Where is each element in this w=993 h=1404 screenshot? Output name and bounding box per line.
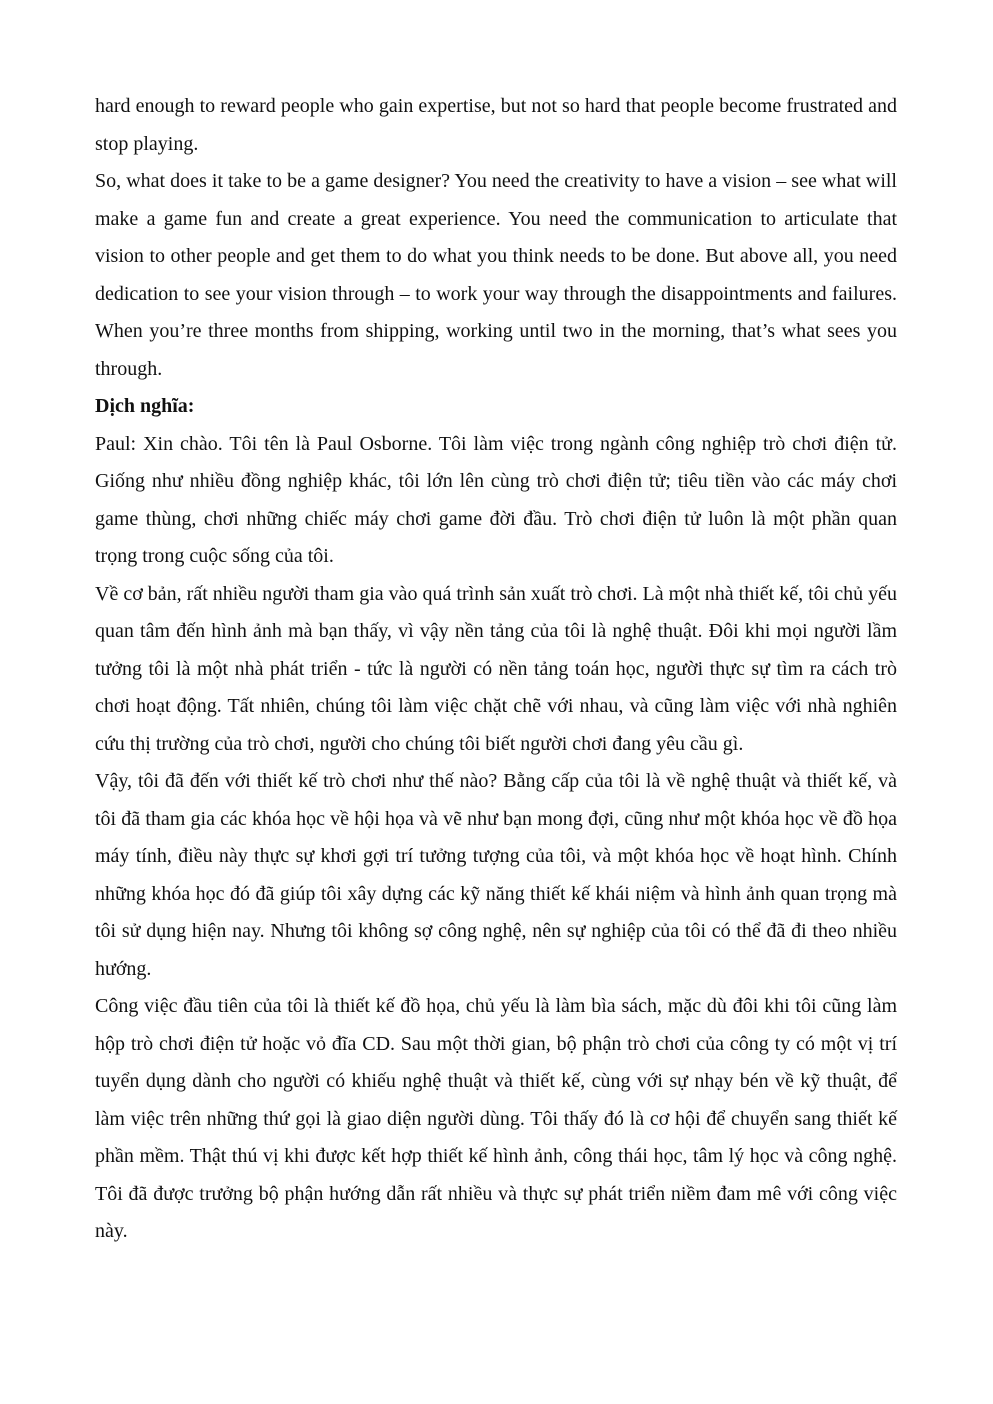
- translation-paragraph-2: Về cơ bản, rất nhiều người tham gia vào quá trình sản xuất trò chơi. Là một nhà thiết kế, tôi chủ yếu quan tâm đến hình ảnh mà bạn thấy, vì vậy nền tảng của tôi là nghệ thuật. Đôi khi mọi người lầm tưởng tôi là một nhà phát triển - tức là người có nền tảng toán học, người thực sự tìm ra cách trò chơi hoạt động. Tất nhiên, chúng tôi làm việc chặt chẽ với nhau, và cũng làm việc với nhà nghiên cứu thị trường của trò chơi, người cho chúng tôi biết người chơi đang yêu cầu gì.: [95, 582, 897, 755]
- translation-paragraph-3: Vậy, tôi đã đến với thiết kế trò chơi như thế nào? Bằng cấp của tôi là về nghệ thuật và thiết kế, và tôi đã tham gia các khóa học về hội họa và vẽ như bạn mong đợi, cũng như một khóa học về đồ họa máy tính, điều này thực sự khơi gợi trí tưởng tượng của tôi, và một khóa học về hoạt hình. Chính những khóa học đó đã giúp tôi xây dựng các kỹ năng thiết kế khái niệm và hình ảnh quan trọng mà tôi sử dụng hiện nay. Nhưng tôi không sợ công nghệ, nên sự nghiệp của tôi có thể đã đi theo nhiều hướng.: [95, 770, 897, 980]
- translation-heading: Dịch nghĩa:: [95, 395, 195, 417]
- translation-paragraph-1: Paul: Xin chào. Tôi tên là Paul Osborne. Tôi làm việc trong ngành công nghiệp trò chơi điện tử. Giống như nhiều đồng nghiệp khác, tôi lớn lên cùng trò chơi điện tử; tiêu tiền vào các máy chơi game thùng, chơi những chiếc máy chơi game đời đầu. Trò chơi điện tử luôn là một phần quan trọng trong cuộc sống của tôi.: [95, 432, 897, 567]
- english-paragraph-2: So, what does it take to be a game designer? You need the creativity to have a vision – see what will make a game fun and create a great experience. You need the communication to articulate that vision to other people and get them to do what you think needs to be done. But above all, you need dedication to see your vision through – to work your way through the disappointments and failures. When you’re three months from shipping, working until two in the morning, that’s what sees you through.: [95, 170, 897, 380]
- document-page: [95, 88, 897, 1251]
- english-paragraph-1: hard enough to reward people who gain expertise, but not so hard that people become frustrated and stop playing.: [95, 95, 897, 155]
- translation-paragraph-4: Công việc đầu tiên của tôi là thiết kế đồ họa, chủ yếu là làm bìa sách, mặc dù đôi khi tôi cũng làm hộp trò chơi điện tử hoặc vỏ đĩa CD. Sau một thời gian, bộ phận trò chơi của công ty có một vị trí tuyển dụng dành cho người có khiếu nghệ thuật và thiết kế, cùng với sự nhạy bén về kỹ thuật, để làm việc trên những thứ gọi là giao diện người dùng. Tôi thấy đó là cơ hội để chuyển sang thiết kế phần mềm. Thật thú vị khi được kết hợp thiết kế hình ảnh, công thái học, tâm lý học và công nghệ. Tôi đã được trưởng bộ phận hướng dẫn rất nhiều và thực sự phát triển niềm đam mê với công việc này.: [95, 995, 897, 1242]
